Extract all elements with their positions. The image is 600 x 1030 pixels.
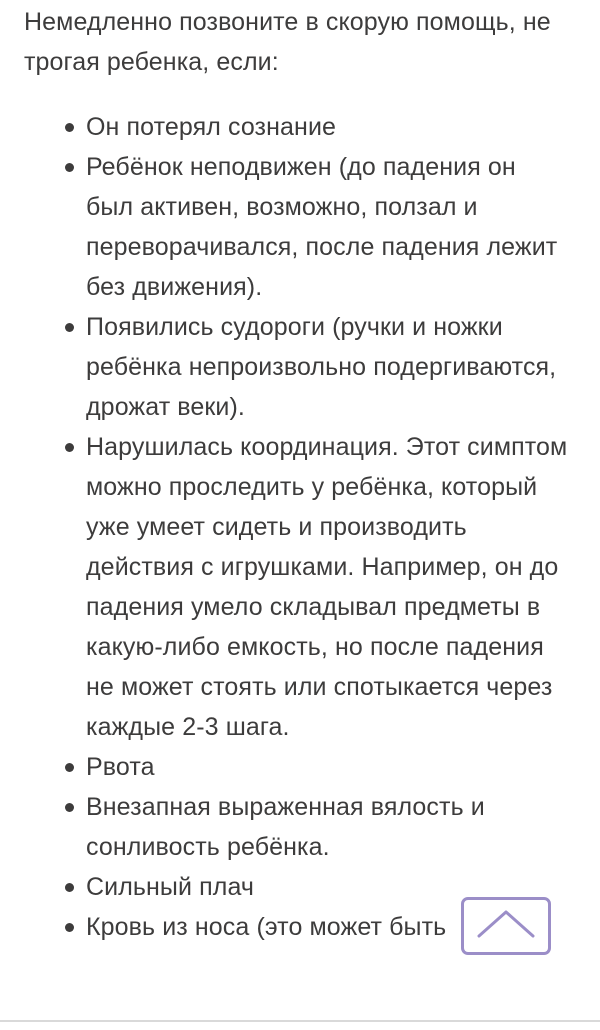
list-item-text: Нарушилась координация. Этот симптом можно проследить у ребёнка, который уже умеет сидеть и производить действия с игрушками. Например, он до падения умело складывал предметы в какую-либо емкость, но после падения не может стоять или спотыкается через каждые 2-3 шага. [86, 433, 568, 741]
bullet-icon [65, 763, 74, 772]
list-item [86, 147, 568, 307]
list-item-text: Он потерял сознание [86, 113, 337, 141]
chevron-up-icon [464, 900, 548, 952]
list-item [86, 307, 568, 427]
bullet-icon [65, 803, 74, 812]
bullet-icon [65, 443, 74, 452]
list-item [86, 107, 568, 147]
list-item [86, 427, 568, 747]
list-item-text: Внезапная выраженная вялость и сонливость ребёнка. [86, 793, 485, 861]
bullet-icon [65, 923, 74, 932]
bullet-icon [65, 323, 74, 332]
list-item-text: Появились судороги (ручки и ножки ребёнка непроизвольно подергиваются, дрожат веки). [86, 313, 557, 421]
bullet-icon [65, 163, 74, 172]
bullet-icon [65, 883, 74, 892]
list-item [86, 787, 568, 867]
list-item [86, 747, 568, 787]
list-item-text: Рвота [86, 753, 155, 781]
symptoms-list [86, 107, 568, 947]
list-item-text: Ребёнок неподвижен (до падения он был активен, возможно, ползал и переворачивался, после падения лежит без движения). [86, 153, 558, 301]
intro-paragraph: Немедленно позвоните в скорую помощь, не трогая ребенка, если: [24, 8, 551, 76]
list-item-text: Сильный плач [86, 873, 255, 901]
list-item-text: Кровь из носа (это может быть [86, 913, 447, 941]
scroll-to-top-button[interactable] [461, 897, 551, 955]
bullet-icon [65, 123, 74, 132]
divider [0, 1020, 600, 1022]
